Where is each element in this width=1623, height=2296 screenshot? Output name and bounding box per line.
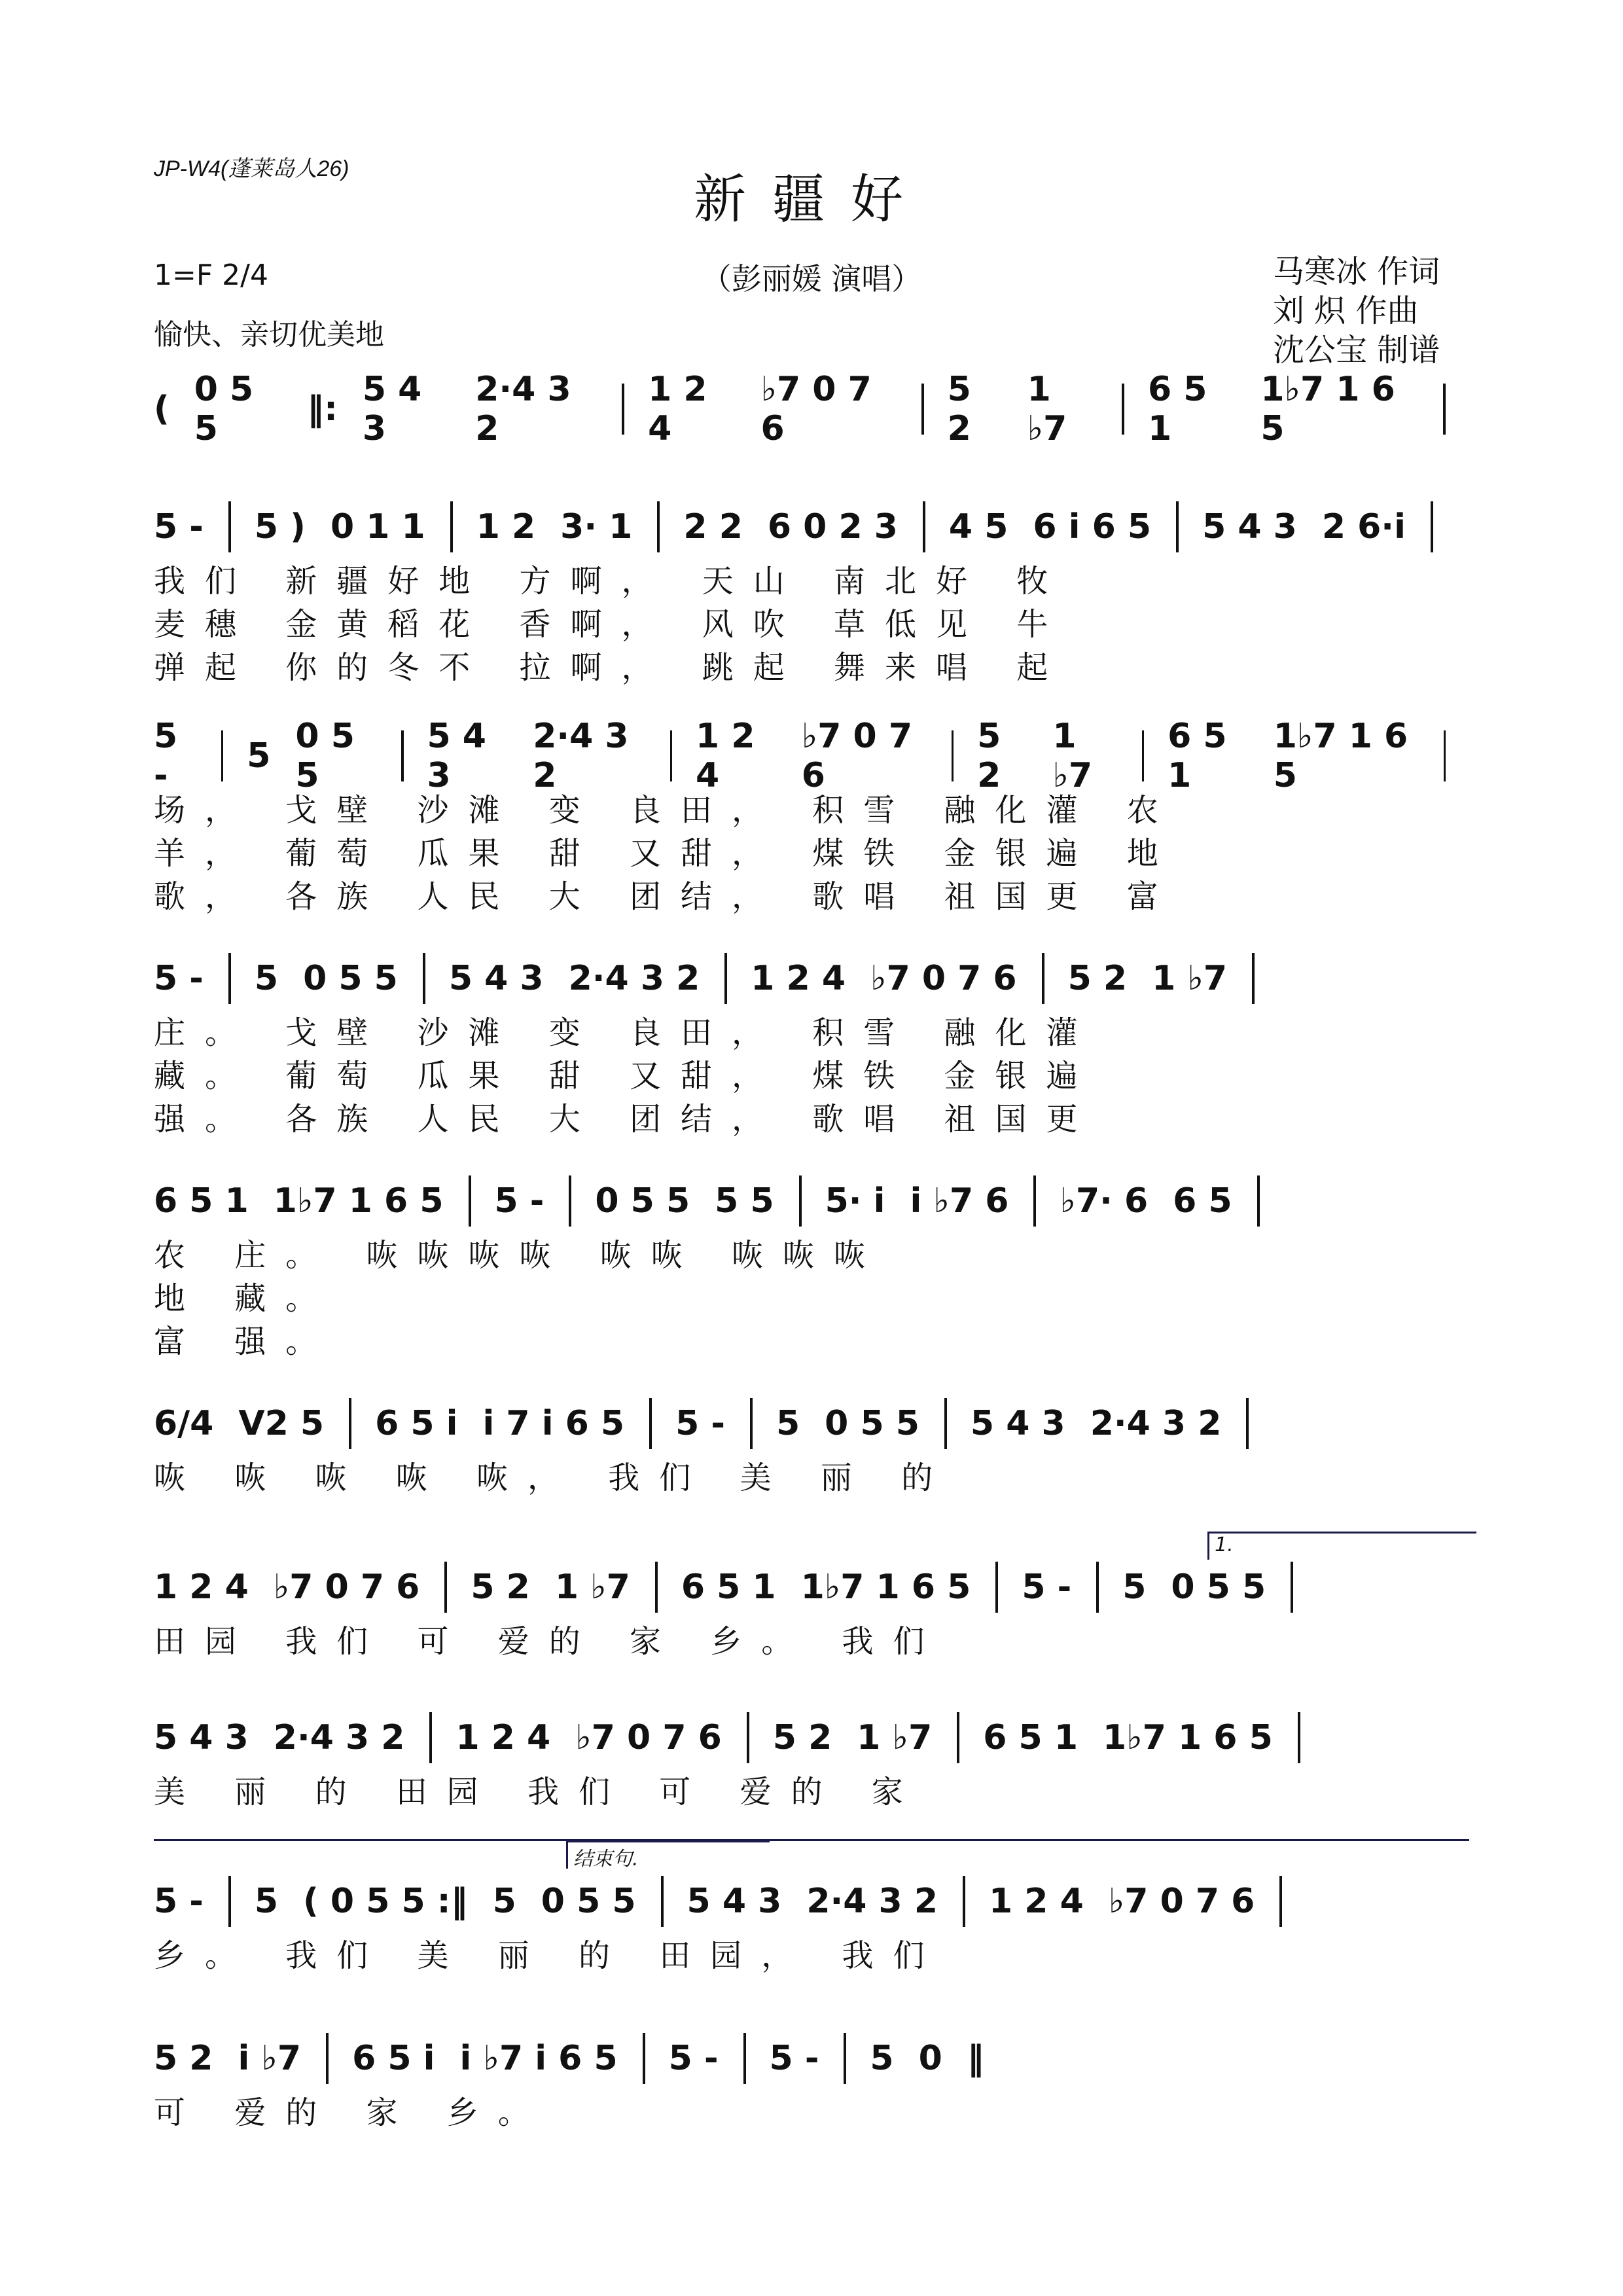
lyric-line: 田园 我们 可 爱的 家 乡。 我们 bbox=[154, 1623, 944, 1660]
note-group: i ♭7 i 6 5 bbox=[459, 2039, 618, 2078]
barline bbox=[799, 1175, 802, 1227]
note-group: ( bbox=[154, 389, 169, 429]
score-system bbox=[154, 1534, 1469, 1660]
lyric-line: 场， 戈壁 沙滩 变 良田， 积雪 融化灌 农 bbox=[154, 791, 1178, 829]
barline bbox=[450, 501, 453, 552]
credits bbox=[1273, 252, 1440, 370]
note-group: 6 5 bbox=[1173, 1181, 1232, 1221]
score-system bbox=[154, 370, 1469, 448]
note-group: 5 2 bbox=[977, 717, 1001, 795]
note-group: 1 2 4 bbox=[154, 1568, 249, 1607]
notation-row bbox=[154, 1558, 1469, 1617]
barline bbox=[724, 953, 727, 1004]
note-group: 6 5 1 bbox=[681, 1568, 776, 1607]
score-system bbox=[154, 497, 1469, 686]
note-group: 2 2 bbox=[683, 507, 743, 547]
note-group: 5 bbox=[247, 736, 271, 776]
barline bbox=[1096, 1562, 1099, 1613]
note-group: 5 4 3 bbox=[970, 1404, 1065, 1443]
ending-label: 结束句. bbox=[566, 1840, 770, 1869]
note-group: 0 5 5 bbox=[303, 959, 398, 998]
note-group: 5 bbox=[776, 1404, 800, 1443]
note-group: 6 5 1 bbox=[154, 1181, 249, 1221]
note-group: 5 4 3 bbox=[427, 717, 486, 795]
barline bbox=[1431, 501, 1433, 552]
note-group: 5 ) bbox=[254, 507, 306, 547]
barline bbox=[643, 2033, 645, 2084]
note-group: 0 1 1 bbox=[330, 507, 425, 547]
barline bbox=[747, 1712, 749, 1763]
barline bbox=[661, 1876, 664, 1927]
note-group: 5 - bbox=[1022, 1568, 1072, 1607]
note-group: 0 5 5 bbox=[295, 717, 355, 795]
note-group: 1♭7 1 6 5 bbox=[1260, 370, 1395, 448]
barline bbox=[921, 384, 924, 435]
barline bbox=[995, 1562, 998, 1613]
note-group: 1♭7 1 6 5 bbox=[273, 1181, 444, 1221]
barline bbox=[1279, 1876, 1282, 1927]
notation-row bbox=[154, 949, 1469, 1008]
note-group: 6 5 1 bbox=[983, 1718, 1079, 1757]
barline bbox=[469, 1175, 471, 1227]
note-group: 5 2 bbox=[154, 2039, 213, 2078]
barline bbox=[326, 2033, 329, 2084]
note-group: 1 ♭7 bbox=[1052, 717, 1093, 795]
note-group: ( 0 5 5 :‖ bbox=[303, 1882, 468, 1921]
barline bbox=[1257, 1175, 1260, 1227]
note-group: 1 2 4 bbox=[455, 1718, 551, 1757]
barline bbox=[1122, 384, 1124, 435]
notation-row bbox=[154, 1872, 1469, 1931]
barline bbox=[670, 730, 672, 781]
note-group: 1 2 bbox=[476, 507, 536, 547]
note-group: 3· 1 bbox=[560, 507, 633, 547]
barline bbox=[444, 1562, 447, 1613]
composer: 刘 炽 作曲 bbox=[1273, 293, 1419, 329]
barline bbox=[1042, 953, 1044, 1004]
lyric-line: 美 丽 的 田园 我们 可 爱的 家 bbox=[154, 1773, 923, 1810]
barline bbox=[655, 1562, 658, 1613]
lyric-line: 咴 咴 咴 咴 咴， 我们 美 丽 的 bbox=[154, 1459, 953, 1496]
note-group: 5 2 bbox=[471, 1568, 530, 1607]
note-group: ♭7 0 7 6 bbox=[575, 1718, 722, 1757]
notation-row bbox=[154, 2029, 1469, 2088]
barline bbox=[743, 2033, 746, 2084]
notation-row bbox=[154, 370, 1469, 448]
note-group: 5 bbox=[254, 1882, 279, 1921]
note-group: 1 ♭7 bbox=[857, 1718, 933, 1757]
barline bbox=[1298, 1712, 1300, 1763]
note-group: 6 5 1 bbox=[1148, 370, 1207, 448]
barline bbox=[228, 1876, 231, 1927]
note-group: i ♭7 bbox=[238, 2039, 302, 2078]
note-group: 6/4 bbox=[154, 1404, 214, 1443]
note-group: 0 5 5 bbox=[541, 1882, 636, 1921]
note-group: V2 5 bbox=[238, 1404, 325, 1443]
barline bbox=[1443, 384, 1446, 435]
barline bbox=[844, 2033, 846, 2084]
note-group: 5 2 bbox=[1067, 959, 1128, 998]
barline bbox=[569, 1175, 571, 1227]
note-group: 1♭7 1 6 5 bbox=[1273, 717, 1408, 795]
barline bbox=[1252, 953, 1255, 1004]
lyric-line: 藏。 葡萄 瓜果 甜 又甜， 煤铁 金银遍 bbox=[154, 1057, 1097, 1094]
barline bbox=[423, 953, 425, 1004]
tempo-marking: 愉快、亲切优美地 bbox=[154, 318, 384, 351]
key-signature: 1=F 2/4 bbox=[154, 259, 268, 292]
note-group: 0 5 5 bbox=[1171, 1568, 1266, 1607]
barline bbox=[401, 730, 403, 781]
barline bbox=[952, 730, 954, 781]
note-group: 1 ♭7 bbox=[554, 1568, 630, 1607]
note-group: 0 5 5 bbox=[825, 1404, 919, 1443]
barline bbox=[221, 730, 223, 781]
barline bbox=[1142, 730, 1144, 781]
barline bbox=[228, 953, 231, 1004]
note-group: 2·4 3 2 bbox=[806, 1882, 938, 1921]
score-system bbox=[154, 717, 1469, 915]
note-group: 5 - bbox=[668, 2039, 719, 2078]
lyric-line: 羊， 葡萄 瓜果 甜 又甜， 煤铁 金银遍 地 bbox=[154, 834, 1178, 872]
lyric-line: 强。 各族 人民 大 团结， 歌唱 祖国更 bbox=[154, 1100, 1097, 1138]
lyric-line: 歌， 各族 人民 大 团结， 歌唱 祖国更 富 bbox=[154, 878, 1178, 915]
barline bbox=[963, 1876, 965, 1927]
barline bbox=[657, 501, 660, 552]
notation-row bbox=[154, 1394, 1469, 1453]
barline bbox=[429, 1712, 432, 1763]
note-group: 1♭7 1 6 5 bbox=[1103, 1718, 1273, 1757]
notation-row bbox=[154, 717, 1469, 795]
note-group: 1 2 4 bbox=[648, 370, 707, 448]
notation-row bbox=[154, 1708, 1469, 1767]
note-group: ♭7 0 7 6 bbox=[801, 717, 912, 795]
note-group: 5 bbox=[870, 2039, 894, 2078]
barline bbox=[923, 501, 925, 552]
section-rule bbox=[154, 1839, 1469, 1841]
barline bbox=[1291, 1562, 1293, 1613]
note-group: 0 bbox=[918, 2039, 942, 2078]
notation-row bbox=[154, 497, 1469, 556]
barline bbox=[622, 384, 624, 435]
note-group: 5 4 3 bbox=[1202, 507, 1297, 547]
notation-row bbox=[154, 1172, 1469, 1230]
note-group: 2 6·i bbox=[1321, 507, 1406, 547]
note-group: 5 4 3 bbox=[687, 1882, 782, 1921]
barline bbox=[1033, 1175, 1036, 1227]
note-group: 4 5 bbox=[948, 507, 1008, 547]
score-code: JP-W4(蓬莱岛人26) bbox=[154, 156, 349, 181]
barline bbox=[228, 501, 231, 552]
performer: （彭丽媛 演唱） bbox=[701, 261, 922, 296]
song-title: 新疆好 bbox=[694, 169, 929, 230]
note-group: 0 5 5 bbox=[595, 1181, 690, 1221]
note-group: ♭7 0 7 6 bbox=[870, 959, 1017, 998]
note-group: i ♭7 6 bbox=[910, 1181, 1009, 1221]
lyric-line: 乡。 我们 美 丽 的 田园， 我们 bbox=[154, 1937, 944, 1974]
lyric-line: 庄。 戈壁 沙滩 变 良田， 积雪 融化灌 bbox=[154, 1014, 1097, 1051]
note-group: ♭7 0 7 6 bbox=[273, 1568, 420, 1607]
volta-bracket: 1. bbox=[1207, 1532, 1476, 1560]
score-system bbox=[154, 949, 1469, 1138]
barline bbox=[1246, 1398, 1249, 1449]
score-system bbox=[154, 1394, 1469, 1496]
note-group: 5 - bbox=[154, 1882, 204, 1921]
note-group: 1 ♭7 bbox=[1027, 370, 1067, 448]
note-group: 2·4 3 2 bbox=[568, 959, 700, 998]
note-group: 5 - bbox=[154, 959, 204, 998]
note-group: 5 - bbox=[154, 507, 204, 547]
lyric-line: 我们 新疆好地 方啊， 天山 南北好 牧 bbox=[154, 562, 1068, 600]
note-group: 5 2 bbox=[772, 1718, 832, 1757]
note-group: 5 4 3 bbox=[154, 1718, 249, 1757]
score-system bbox=[154, 1708, 1469, 1810]
note-group: 1 ♭7 bbox=[1152, 959, 1228, 998]
lyric-line: 富 强。 bbox=[154, 1323, 337, 1360]
note-group: 5 - bbox=[494, 1181, 544, 1221]
barline bbox=[1176, 501, 1179, 552]
arranger: 沈公宝 制谱 bbox=[1273, 332, 1440, 368]
barline bbox=[750, 1398, 753, 1449]
barline bbox=[649, 1398, 652, 1449]
lyric-line: 麦穗 金黄稻花 香啊， 风吹 草低见 牛 bbox=[154, 605, 1068, 643]
note-group: 6 0 2 3 bbox=[767, 507, 898, 547]
note-group: 2·4 3 2 bbox=[475, 370, 571, 448]
note-group: 6 5 1 bbox=[1168, 717, 1227, 795]
note-group: 5 4 3 bbox=[362, 370, 422, 448]
note-group: 5 bbox=[254, 959, 279, 998]
note-group: i 7 i 6 5 bbox=[482, 1404, 625, 1443]
lyric-line: 农 庄。 咴咴咴咴 咴咴 咴咴咴 bbox=[154, 1236, 885, 1274]
note-group: 1 2 4 bbox=[989, 1882, 1084, 1921]
note-group: ♭7· 6 bbox=[1060, 1181, 1149, 1221]
note-group: 1♭7 1 6 5 bbox=[800, 1568, 971, 1607]
note-group: ♭7 0 7 6 bbox=[760, 370, 872, 448]
score-system bbox=[154, 2029, 1469, 2131]
note-group: 5 4 3 bbox=[448, 959, 544, 998]
note-group: 1 2 4 bbox=[751, 959, 846, 998]
note-group: ♭7 0 7 6 bbox=[1108, 1882, 1255, 1921]
note-group: 5 - bbox=[154, 717, 178, 795]
barline bbox=[957, 1712, 959, 1763]
lyric-line: 弹起 你的冬不 拉啊， 跳起 舞来唱 起 bbox=[154, 649, 1068, 686]
barline bbox=[349, 1398, 351, 1449]
barline bbox=[944, 1398, 947, 1449]
note-group: ‖: bbox=[307, 389, 338, 429]
barline bbox=[1444, 730, 1446, 781]
note-group: 2·4 3 2 bbox=[1090, 1404, 1222, 1443]
lyric-line: 地 藏。 bbox=[154, 1280, 337, 1317]
note-group: 6 i 6 5 bbox=[1033, 507, 1152, 547]
note-group: 1 2 4 bbox=[696, 717, 755, 795]
note-group: 2·4 3 2 bbox=[273, 1718, 405, 1757]
note-group: 2·4 3 2 bbox=[533, 717, 629, 795]
note-group: 5· i bbox=[825, 1181, 885, 1221]
note-group: 5 2 bbox=[947, 370, 971, 448]
score-system bbox=[154, 1172, 1469, 1360]
note-group: 0 5 5 bbox=[194, 370, 254, 448]
lyric-line: 可 爱的 家 乡。 bbox=[154, 2094, 549, 2131]
lyricist: 马寒冰 作词 bbox=[1273, 253, 1440, 290]
note-group: 5 bbox=[492, 1882, 516, 1921]
note-group: ‖ bbox=[967, 2039, 984, 2078]
note-group: 5 bbox=[1122, 1568, 1147, 1607]
note-group: 5 5 bbox=[715, 1181, 774, 1221]
note-group: 5 - bbox=[769, 2039, 819, 2078]
note-group: 6 5 i bbox=[352, 2039, 435, 2078]
note-group: 5 - bbox=[675, 1404, 725, 1443]
score-system bbox=[154, 1848, 1469, 1974]
note-group: 6 5 i bbox=[375, 1404, 458, 1443]
